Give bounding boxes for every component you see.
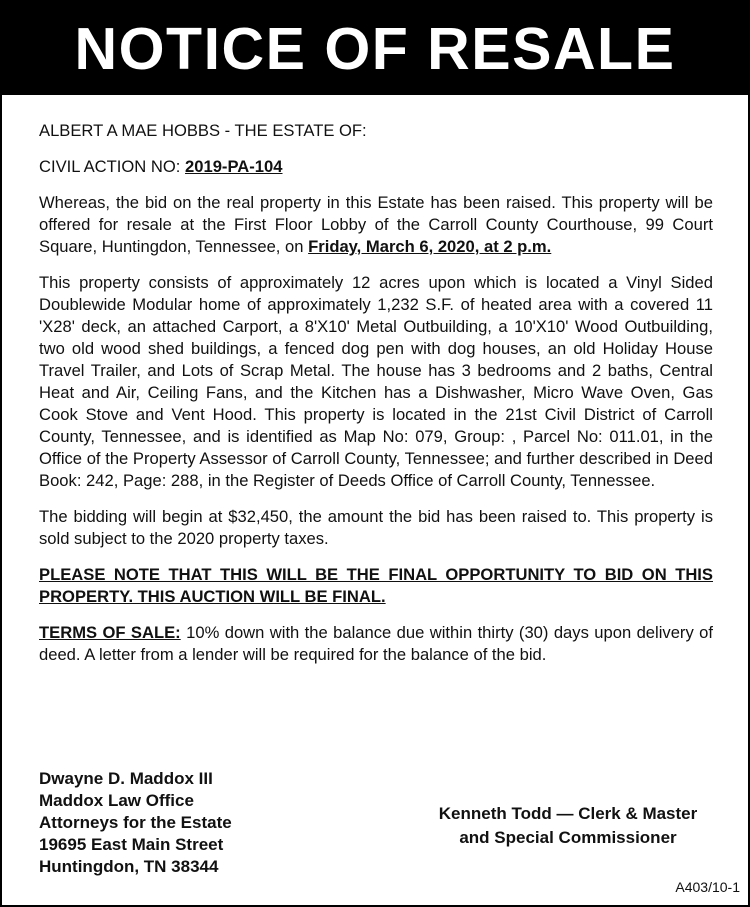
estate-line: ALBERT A MAE HOBBS - THE ESTATE OF: (39, 121, 367, 140)
resale-date: Friday, March 6, 2020, at 2 p.m. (308, 237, 552, 256)
clerk-block (422, 802, 714, 850)
notice-body (39, 120, 713, 680)
property-description: This property consists of approximately 12 acres upon which is located a Vinyl Sided Doublewide Modular home of approximately 1,232 S.F. of heated area with a covered 11 'X28' deck, an attached Carport, a 8'X10' Metal Outbuilding, a 10'X10' Wood Outbuilding, two old wood shed buildings, a fenced dog pen with dog houses, an old Holiday House Travel Trailer, and Lots of Scrap Metal. The house has 3 bedrooms and 2 baths, Central Heat and Air, Ceiling Fans, and the Kitchen has a Dishwasher, Micro Wave Oven, Gas Cook Stove and Vent Hood. This property is located in the 21st Civil District of Carroll County, Tennessee, and is identified as Map No: 079, Group: , Parcel No: 011.01, in the Office of the Property Assessor of Carroll County, Tennessee; and further described in Deed Book: 242, Page: 288, in the Register of Deeds Office of Carroll County, Tennessee. (39, 273, 713, 490)
attorney-block (39, 768, 232, 878)
civil-action-label: CIVIL ACTION NO: (39, 157, 181, 176)
resale-text: Whereas, the bid on the real property in this Estate has been raised. This property will be offered for resale at the First Floor Lobby of the Carroll County Courthouse, 99 Court Square, Huntingdon, Tennessee, on (39, 193, 713, 256)
resale-paragraph (39, 192, 713, 258)
terms-paragraph (39, 622, 713, 666)
clerk-line-1: Kenneth Todd — Clerk & Master (438, 804, 698, 823)
terms-text: 10% down with the balance due within thirty (30) days upon delivery of deed. A letter from a lender will be required for the balance of the bid. (39, 623, 713, 664)
title-banner (2, 2, 748, 95)
terms-label: TERMS OF SALE: (39, 623, 181, 642)
attorney-role: Attorneys for the Estate (39, 813, 232, 832)
attorney-city: Huntingdon, TN 38344 (39, 857, 219, 876)
bidding-paragraph: The bidding will begin at $32,450, the amount the bid has been raised to. This property is sold subject to the 2020 property taxes. (39, 507, 713, 548)
attorney-street: 19695 East Main Street (39, 835, 224, 854)
page-title: NOTICE OF RESALE (74, 15, 676, 82)
ad-code: A403/10-1 (675, 879, 740, 895)
civil-action-number: 2019-PA-104 (185, 157, 283, 176)
civil-action-line (39, 156, 713, 178)
clerk-line-2: and Special Commissioner (459, 828, 677, 847)
attorney-office: Maddox Law Office (39, 791, 194, 810)
final-notice: PLEASE NOTE THAT THIS WILL BE THE FINAL OPPORTUNITY TO BID ON THIS PROPERTY. THIS AUCTION WILL BE FINAL. (39, 565, 713, 606)
attorney-name: Dwayne D. Maddox III (39, 769, 213, 788)
